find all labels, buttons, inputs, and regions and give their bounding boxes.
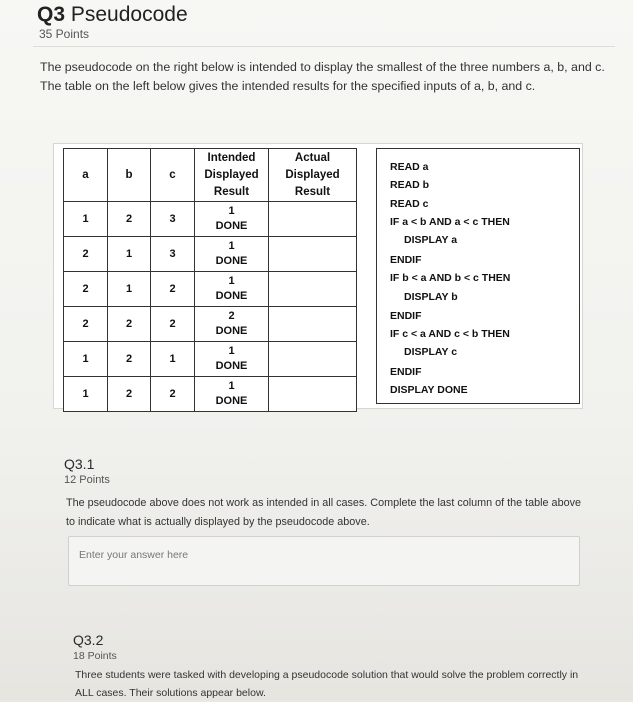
pseudocode-box xyxy=(376,148,580,404)
intended-value: 2 xyxy=(228,310,235,322)
cell-intended xyxy=(195,202,269,237)
cell-intended xyxy=(195,307,269,342)
subquestion-points: 18 Points xyxy=(73,650,117,662)
cell-a: 2 xyxy=(64,307,108,342)
cell-b: 2 xyxy=(108,342,151,377)
cell-actual xyxy=(269,307,357,342)
table-row xyxy=(64,202,357,237)
intended-done: DONE xyxy=(215,220,248,232)
question-title xyxy=(37,3,188,27)
answer-input[interactable] xyxy=(68,536,580,586)
code-line: READ b xyxy=(390,179,430,191)
code-line: ENDIF xyxy=(390,366,422,378)
code-line: DISPLAY DONE xyxy=(390,384,468,396)
code-line: IF b < a AND b < c THEN xyxy=(390,272,511,284)
intended-done: DONE xyxy=(215,325,248,337)
table-row xyxy=(64,342,357,377)
intended-value: 1 xyxy=(228,240,235,252)
cell-actual xyxy=(269,377,357,412)
intended-done: DONE xyxy=(215,395,248,407)
cell-b: 2 xyxy=(108,202,151,237)
code-line: READ c xyxy=(390,198,429,210)
cell-c: 1 xyxy=(151,342,195,377)
cell-b: 2 xyxy=(108,377,151,412)
cell-c: 2 xyxy=(151,377,195,412)
header-a: a xyxy=(64,149,108,202)
cell-c: 2 xyxy=(151,307,195,342)
header-intended xyxy=(195,149,269,202)
cell-b: 1 xyxy=(108,272,151,307)
code-line: DISPLAY a xyxy=(404,234,458,246)
cell-a: 2 xyxy=(64,272,108,307)
intended-value: 1 xyxy=(228,380,235,392)
header-actual-line1: Actual xyxy=(294,151,331,164)
cell-intended xyxy=(195,342,269,377)
table-row xyxy=(64,237,357,272)
question-number: Q3 xyxy=(37,3,66,26)
cell-actual xyxy=(269,237,357,272)
intended-value: 1 xyxy=(228,275,235,287)
intended-done: DONE xyxy=(215,255,248,267)
code-line: READ a xyxy=(390,161,429,173)
question-title-text: Pseudocode xyxy=(70,3,188,26)
subquestion-text: Three students were tasked with developing a pseudocode solution that would solve the problem correctly in ALL cases. Their solutions appear below. xyxy=(75,669,579,699)
subquestion-text: The pseudocode above does not work as intended in all cases. Complete the last column of the table above to indicate what is actually displayed by the pseudocode above. xyxy=(66,497,581,528)
code-line: DISPLAY b xyxy=(404,291,458,303)
cell-actual xyxy=(269,272,357,307)
code-line: IF a < b AND a < c THEN xyxy=(390,216,510,228)
cell-b: 1 xyxy=(108,237,151,272)
subquestion-title: Q3.1 xyxy=(64,456,95,472)
header-actual xyxy=(269,149,357,202)
header-actual-line3: Result xyxy=(294,185,331,198)
header-b: b xyxy=(108,149,151,202)
table-row xyxy=(64,307,357,342)
cell-intended xyxy=(195,237,269,272)
results-table xyxy=(63,148,357,412)
question-image xyxy=(53,143,583,409)
divider xyxy=(33,46,615,47)
table-header-row xyxy=(64,149,357,202)
header-intended-line2: Displayed xyxy=(204,168,259,181)
cell-a: 1 xyxy=(64,202,108,237)
question-points: 35 Points xyxy=(39,27,90,41)
intended-done: DONE xyxy=(215,360,248,372)
cell-actual xyxy=(269,342,357,377)
cell-a: 1 xyxy=(64,377,108,412)
intended-value: 1 xyxy=(228,205,235,217)
subquestion-title: Q3.2 xyxy=(73,632,104,648)
code-line: ENDIF xyxy=(390,254,422,266)
table-row xyxy=(64,377,357,412)
cell-c: 2 xyxy=(151,272,195,307)
cell-a: 2 xyxy=(64,237,108,272)
cell-intended xyxy=(195,272,269,307)
cell-c: 3 xyxy=(151,202,195,237)
table-row xyxy=(64,272,357,307)
cell-actual xyxy=(269,202,357,237)
subquestion-points: 12 Points xyxy=(64,474,110,486)
header-c: c xyxy=(151,149,195,202)
cell-intended xyxy=(195,377,269,412)
code-line: IF c < a AND c < b THEN xyxy=(390,328,510,340)
cell-c: 3 xyxy=(151,237,195,272)
intended-done: DONE xyxy=(215,290,248,302)
code-line: DISPLAY c xyxy=(404,346,458,358)
question-prompt: The pseudocode on the right below is intended to display the smallest of the three numbers a, b, and c. The table on the left below gives the intended results for the specified inputs of a, b, and c. xyxy=(40,60,605,93)
header-intended-line1: Intended xyxy=(207,151,256,164)
cell-b: 2 xyxy=(108,307,151,342)
cell-a: 1 xyxy=(64,342,108,377)
header-actual-line2: Displayed xyxy=(285,168,340,181)
intended-value: 1 xyxy=(228,345,235,357)
header-intended-line3: Result xyxy=(213,185,250,198)
code-line: ENDIF xyxy=(390,310,422,322)
